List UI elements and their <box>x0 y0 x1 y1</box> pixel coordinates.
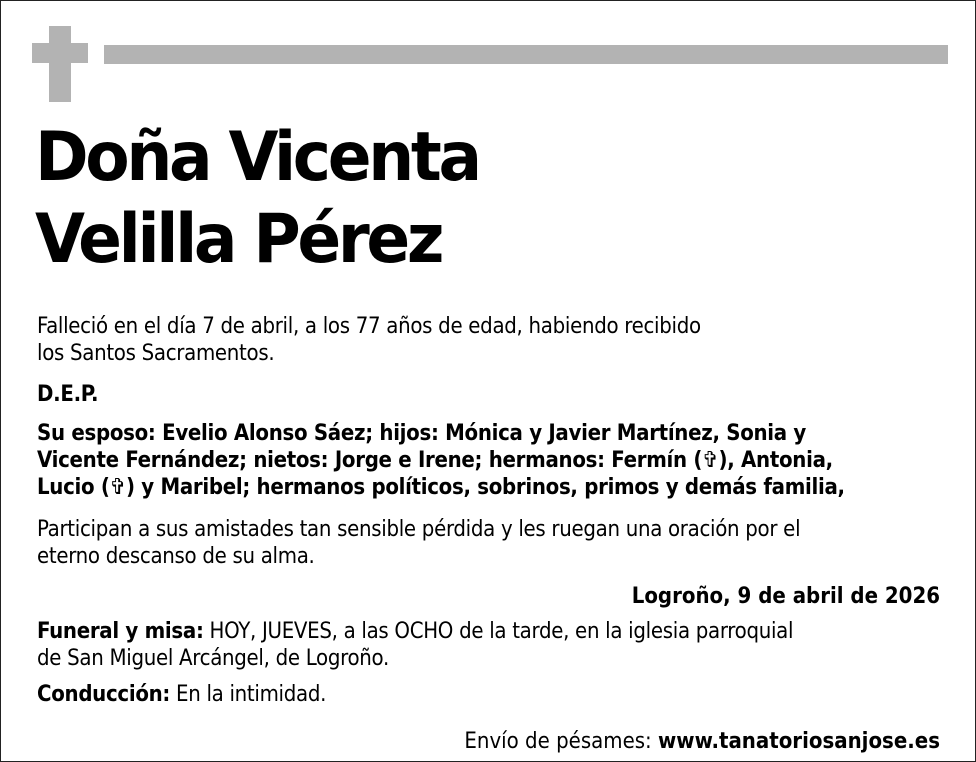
family-line-3: Lucio (✞) y Maribel; hermanos políticos, sobrinos, primos y demás familia, <box>37 475 845 500</box>
condolences-label: Envío de pésames: <box>464 729 659 754</box>
header-divider <box>104 45 948 64</box>
announcement <box>37 516 800 570</box>
family-list <box>37 420 845 501</box>
deceased-name-line-1: Doña Vicenta <box>35 118 479 197</box>
cross-symbol-icon: ✞ <box>109 475 126 500</box>
family-line-1: Su esposo: Evelio Alonso Sáez; hijos: Mónica y Javier Martínez, Sonia y <box>37 421 807 446</box>
death-notice <box>37 313 701 367</box>
cross-symbol-icon: ✞ <box>702 448 719 473</box>
procession-label: Conducción: <box>37 682 171 707</box>
procession-info: Conducción: En la intimidad. <box>37 682 327 707</box>
place-date: Logroño, 9 de abril de 2026 <box>631 584 940 609</box>
funeral-line-1: Funeral y misa: HOY, JUEVES, a las OCHO de la tarde, en la iglesia parroquial <box>37 619 794 644</box>
cross-horizontal-bar <box>32 43 88 63</box>
announcement-line-2: eterno descanso de su alma. <box>37 544 315 569</box>
death-notice-line-1: Falleció en el día 7 de abril, a los 77 años de edad, habiendo recibido <box>37 314 701 339</box>
family-line-2: Vicente Fernández; nietos: Jorge e Irene; hermanos: Fermín (✞), Antonia, <box>37 448 833 473</box>
cross-vertical-bar <box>49 26 71 102</box>
condolences-website-link[interactable]: www.tanatoriosanjose.es <box>658 729 940 754</box>
death-notice-line-2: los Santos Sacramentos. <box>37 341 275 366</box>
funeral-line-2: de San Miguel Arcángel, de Logroño. <box>37 646 389 671</box>
deceased-name <box>35 117 479 281</box>
funeral-info <box>37 618 793 672</box>
deceased-name-line-2: Velilla Pérez <box>35 200 442 279</box>
dep-label: D.E.P. <box>37 382 99 407</box>
condolences-info <box>464 728 940 755</box>
announcement-line-1: Participan a sus amistades tan sensible pérdida y les ruegan una oración por el <box>37 517 801 542</box>
funeral-label: Funeral y misa: <box>37 619 204 644</box>
